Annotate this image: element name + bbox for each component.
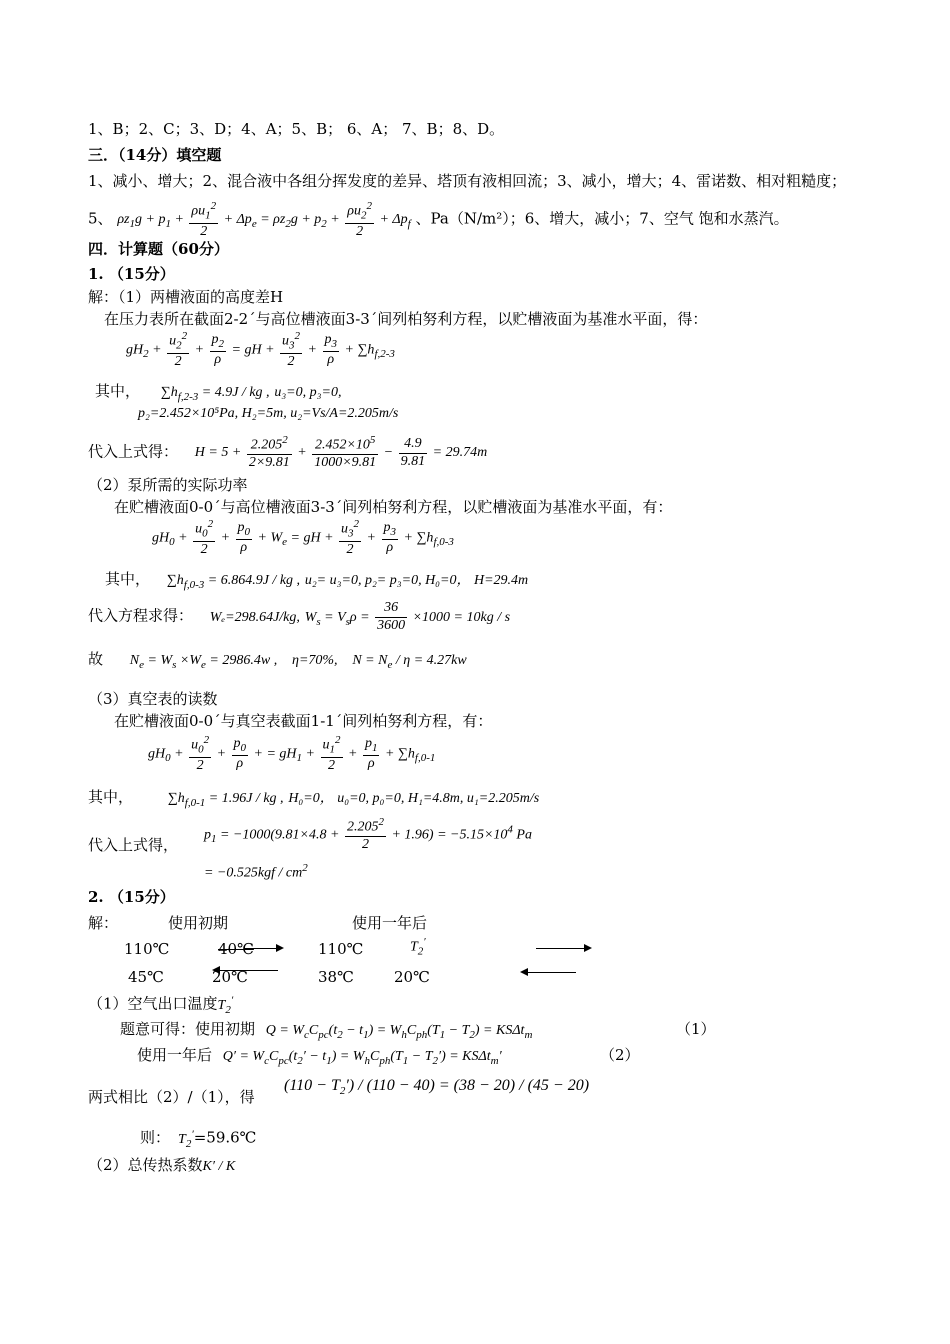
q1-equation1: $gH_2$ + $\frac{u_2^2}{2}$ + $\frac{p_2}{\rho}$ = gH + $\frac{u_3^2}{2}$ + $\frac{p_3}{\rho}$ + $\sum h_{f,2-3}$ [126, 330, 395, 369]
bernoulli-eq-item5: $\rho z_1g + p_1$ + $\frac{\rho u_1^2}{2}$ + $\Delta p_e = \rho z_2g + p_2$ + $\frac{\rho u_2^2}{2}$ + $\Delta p_f$ [117, 200, 411, 239]
q2-eq1: $Q = W_cC_{pc}(t_2 - t_1) = W_hC_{ph}(T_1 - T_2) = KS\Delta t_m$ [265, 1023, 533, 1041]
q1-we: Wₑ=298.64J/kg, [209, 609, 300, 625]
q1-sub1 [88, 434, 487, 472]
q1-result-h: H = 5 + $\frac{2.205^2}{2\times 9.81}$ + $\frac{2.452\times 10^5}{1000\times 9.81}$ − $\frac{4.9}{9.81}$ = 29.74m [194, 434, 488, 471]
q1-sub2-label: 代入方程求得： [88, 606, 194, 625]
q1-p1-kgf: = $-0.525kgf / cm^2$ [204, 862, 308, 881]
q1-where1 [95, 382, 341, 404]
q2-part2 [88, 1156, 235, 1176]
q2-result: =59.6℃ [193, 1128, 257, 1147]
q2-eq2: $Q' = W_cC_{pc}(t_2' - t_1) = W_hC_{ph}(T_1 - T_2') = KS\Delta t_m'$ [222, 1049, 502, 1067]
q1-power [88, 650, 467, 672]
fill-line2-prefix: 5、 [88, 209, 113, 228]
q2-t2-prime: $T_2'$ [410, 936, 426, 958]
q2-part1 [88, 994, 233, 1017]
q2-early-label: 使用初期 [168, 914, 229, 932]
q1-ne: $N_e = W_s \times W_e = 2986.4w$ , [129, 653, 278, 671]
q2-hot-in-early: 110℃ [124, 940, 170, 958]
q1-part3: （3）真空表的读数 [88, 690, 218, 708]
q1-n: $N = N_e / \eta = 4.27kw$ [352, 653, 467, 671]
q2-hot-out-early: 40℃ [218, 940, 254, 958]
q2-then: 则： [140, 1128, 171, 1147]
q1-eta: η=70%, [292, 653, 338, 668]
q2-given: 题意可得：使用初期 [120, 1020, 256, 1038]
q2-arrow-left-early [214, 970, 278, 971]
q2-eq1-number: （1） [676, 1020, 716, 1038]
q1-text1: 在压力表所在截面2-2´与高位槽液面3-3´间列柏努利方程，以贮槽液面为基准水平面，得： [104, 310, 708, 328]
q2-cold-out-early: 45℃ [128, 968, 164, 986]
q1-where2 [105, 570, 528, 592]
q1-where3-vals: H₀=0， u₀=0, p₀=0, H₁=4.8m, u₁=2.205m/s [288, 791, 540, 806]
q2-arrow-right-early [244, 948, 282, 949]
q1-where1-label: 其中， [95, 382, 141, 400]
q1-p1-result: $p_1 = -1000(9.81\times 4.8$ + $\frac{2.205^2}{2}$ + $1.96) = -5.15\times 10^4$ Pa [204, 816, 532, 853]
q1-ws: $W_s = V_s\rho$ = $\frac{36}{3600}$ ×1000 = 10kg / s [304, 600, 511, 633]
section4-title: 四．计算题（60分） [88, 240, 229, 258]
q2-solution: 解： [88, 914, 119, 932]
q2-arrow-right-later [536, 948, 590, 949]
fill-answers-line1: 1、减小、增大；2、混合液中各组分挥发度的差异、塔顶有液相回流；3、减小，增大；4、雷诺数、相对粗糙度； [88, 172, 847, 190]
fill-answers-line2 [88, 200, 789, 240]
q1-equation2: $gH_0$ + $\frac{u_0^2}{2}$ + $\frac{p_0}{\rho}$ + $W_e$ = gH + $\frac{u_3^2}{2}$ + $\frac{p_3}{\rho}$ + $\sum h_{f,0-3}$ [152, 518, 454, 557]
q1-where2-vals: u₂= u₃=0, p₂= p₃=0, H₀=0， H=29.4m [304, 573, 529, 588]
q2-k-ratio: K′ / K [202, 1159, 236, 1174]
q2-part1-t2: $T_2'$ [217, 994, 234, 1016]
q1-title: 1. （15分） [88, 265, 175, 283]
fill-line2-suffix: 、Pa（N/m²）；6、增大，减小；7、空气 饱和水蒸汽。 [415, 209, 789, 228]
q1-equation3: $gH_0$ + $\frac{u_0^2}{2}$ + $\frac{p_0}{\rho}$ + = $gH_1$ + $\frac{u_1^2}{2}$ + $\frac{p_1}{\rho}$ + $\sum h_{f,0-1}$ [148, 734, 436, 773]
q2-eq1-line [120, 1020, 532, 1042]
q1-sub2 [88, 600, 510, 635]
q1-gu: 故 [88, 650, 104, 668]
q1-hf01: $\sum h_{f,0-1} = 1.96J$ / kg , [167, 791, 284, 809]
q2-ratio-eq: $(110 - T_2') / (110 - 40) = (38 - 20) / (45 - 20)$ [284, 1077, 590, 1098]
q1-where1-vals: u₃=0, p₃=0, [274, 385, 342, 400]
q2-arrow-left-later [522, 972, 576, 973]
q2-then-t2: $T_2'$ [178, 1128, 194, 1150]
q2-later-label: 使用一年后 [352, 914, 428, 932]
q1-where3-label: 其中， [88, 788, 134, 806]
q1-text3: 在贮槽液面0-0´与真空表截面1-1´间列柏努利方程，有： [114, 712, 493, 730]
q2-hot-in-later: 110℃ [318, 940, 364, 958]
q1-sub3: 代入上式得， [88, 836, 179, 854]
q1-sub1-label: 代入上式得： [88, 442, 179, 461]
q2-cold-in-later: 20℃ [394, 968, 430, 986]
q1-where1b: p₂=2.452×10⁵Pa, H₂=5m, u₂=Vs/A=2.205m/s [138, 406, 399, 421]
q1-hf23: $\sum h_{f,2-3} = 4.9J$ / kg , [160, 385, 270, 403]
q2-cold-in-early: 20℃ [212, 968, 248, 986]
q1-text2: 在贮槽液面0-0´与高位槽液面3-3´间列柏努利方程，以贮槽液面为基准水平面，有： [114, 498, 673, 516]
q1-where2-label: 其中， [105, 570, 151, 588]
q2-part1-label: （1）空气出口温度 [88, 994, 218, 1013]
q2-after: 使用一年后 [137, 1046, 213, 1064]
section3-title: 三．（14分）填空题 [88, 146, 222, 164]
mc-answers: 1、B；2、C；3、D；4、A；5、B； 6、A； 7、B；8、D。 [88, 120, 505, 138]
q1-solution-part1: 解：（1）两槽液面的高度差H [88, 288, 284, 306]
q2-eq2-number: （2） [600, 1046, 640, 1064]
q2-ratio: 两式相比（2）/（1），得 [88, 1088, 255, 1106]
q1-hf03: $\sum h_{f,0-3} = 6.864.9J$ / kg , [166, 573, 301, 591]
q2-part2-label: （2）总传热系数 [88, 1156, 203, 1174]
q2-eq2-line [137, 1046, 502, 1068]
q1-where3 [88, 788, 539, 810]
q2-title: 2. （15分） [88, 888, 175, 906]
q2-then-line [140, 1128, 256, 1151]
q2-cold-out-later: 38℃ [318, 968, 354, 986]
q1-part2: （2）泵所需的实际功率 [88, 476, 248, 494]
